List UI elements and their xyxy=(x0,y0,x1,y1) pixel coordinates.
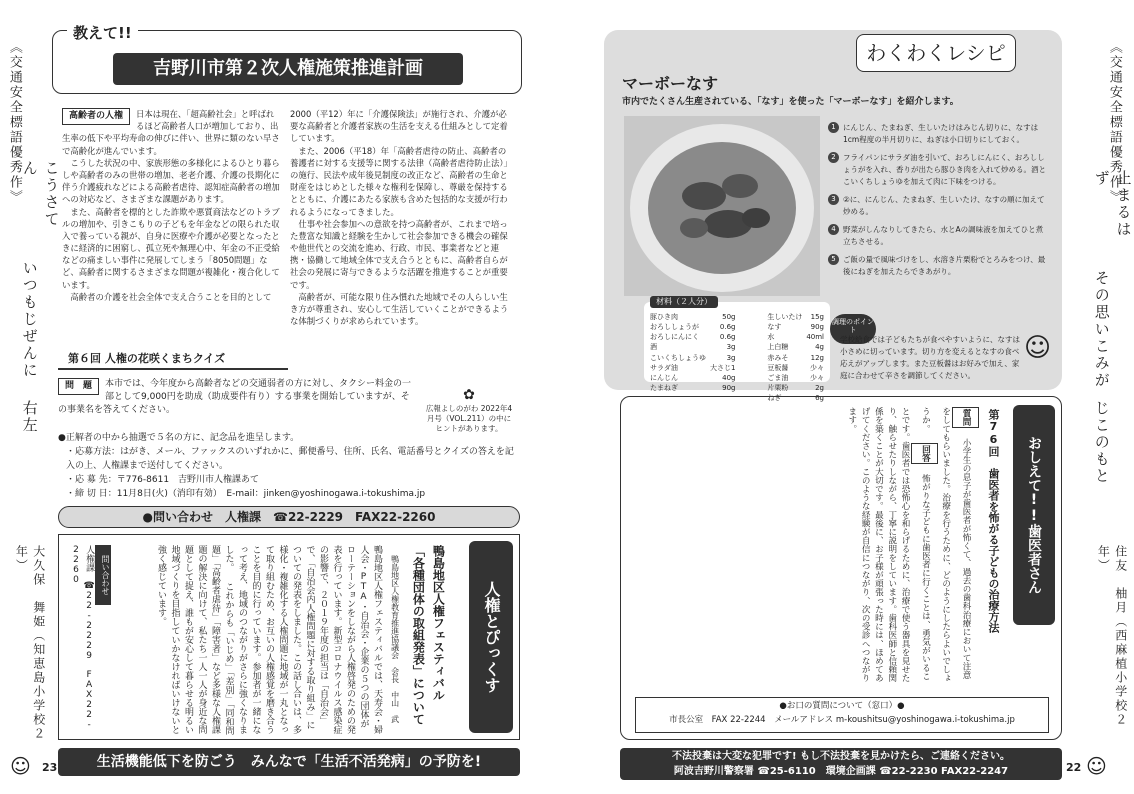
festival-body xyxy=(119,545,383,735)
mascot-icon-right: ☺ xyxy=(1086,754,1107,778)
ingredient-row xyxy=(765,363,826,373)
ingredient-name: 豚ひき肉 xyxy=(650,313,678,321)
ingredient-name: なす xyxy=(767,323,782,332)
plan-p4: 高齢者の介護を社会全体で支え合うことを目的として xyxy=(70,291,272,302)
right-slogan-line3: じこのもと xyxy=(1092,400,1111,485)
ingredient-amount: 0.6g xyxy=(719,323,736,332)
point-label: 調理のポイント xyxy=(830,314,876,344)
ingredient-amount: 50g xyxy=(722,313,736,321)
recipe-step xyxy=(828,224,1048,248)
step-text: 野菜がしんなりしてきたら、水とAの調味液を加えてひと煮立ちさせる。 xyxy=(843,225,1044,246)
plan-col1 xyxy=(62,108,282,348)
footer-right-banner xyxy=(620,748,1062,780)
ingredient-amount: 3g xyxy=(726,343,736,352)
dental-body xyxy=(631,407,979,685)
ingredient-amount: 大さじ1 xyxy=(710,363,736,372)
ingredients-box xyxy=(644,297,830,403)
ingredient-row xyxy=(765,373,826,383)
dental-question: 小学生の息子が歯医者が怖くて、過去の歯科治療において注意をしてもらいました。治療を行うために、どのようにしたらよいでしょうか。 xyxy=(920,407,971,683)
right-author: 住友 柚月（西麻植小学校２年） xyxy=(1096,545,1128,727)
ingredient-amount: 少々 xyxy=(810,363,824,372)
step-text: フライパンにサラダ油を引いて、おろしにんにく、おろししょうがを入れ、香りが出たら豚ひき肉を入れて炒める。酒とこいくちしょうゆを加えて肉に下味をつける。 xyxy=(843,153,1046,186)
recipe-badge: わくわくレシピ xyxy=(856,34,1016,72)
ingredient-name: おろししょうが xyxy=(650,323,699,332)
ingredient-name: こいくちしょうゆ xyxy=(650,353,706,362)
ingredient-amount: 12g xyxy=(810,353,824,362)
ingredients-right-table xyxy=(765,312,826,403)
ingredient-amount: 4g xyxy=(815,343,824,352)
recipe-step xyxy=(828,122,1048,146)
festival-body-p1: 鴨島地区人権フェスティバルでは、天寿会・婦人会・PTA・自治会・企業の５つの団体がローテーションをしながら人権啓発のための発表を行っています。新型コロナウイルス感染症の影響で、２０１９年度の担当は「自治会」で、「自治会内人権問題に対する取り組み」についての発表をしました。この話し合いは、多様化・複雑化する人権問題に地域が一丸となって取り組むため、お互いの人権感覚を磨き合うことを目的に行っています。参加者が一緒になって考え、地域のつながりがさらに強くなりました。 xyxy=(223,545,382,734)
ingredient-amount: 40g xyxy=(722,373,736,382)
quiz-hint xyxy=(424,386,514,433)
step-text: ご飯の量で風味づけをし、水溶き片栗粉でとろみをつけ、最後にねぎを加えたらできあがり。 xyxy=(843,255,1046,276)
recipe-photo xyxy=(624,116,820,296)
ingredient-amount: 0.6g xyxy=(719,333,736,342)
recipe-steps xyxy=(828,122,1048,284)
ingredient-amount: 6g xyxy=(815,394,824,403)
quiz-question-label: 問 題 xyxy=(58,378,99,395)
left-slogan-line2: いつもじぜんに xyxy=(20,260,39,379)
ingredient-row xyxy=(765,342,826,352)
ingredient-row xyxy=(648,322,737,332)
ingredient-name: 赤みそ xyxy=(767,353,789,362)
plan-p6: また、2006（平18）年「高齢者虐待の防止、高齢者の養護者に対する支援等に関する法律（高齢者虐待防止法）」の施行、民法や成年後見制度の改正など、高齢者の生命と財産をはじめとした様々な権利を保障し、尊厳を保持するとともに、介護にあたる家族も含めた包括的な支援が行われるようになってきました。 xyxy=(290,145,512,217)
ingredient-row xyxy=(765,322,826,332)
ingredients-title: 材料（２人分） xyxy=(650,296,718,308)
ingredient-name: にんじん xyxy=(650,373,678,382)
section-label-elderly: 高齢者の人権 xyxy=(62,108,130,125)
recipe-step xyxy=(828,254,1048,278)
ingredient-row xyxy=(648,373,737,383)
right-page-number: 22 xyxy=(1066,761,1082,774)
left-author: 大久保 舞姫（知恵島小学校２年） xyxy=(14,545,46,741)
ingredient-amount: 2g xyxy=(815,383,824,392)
dental-contact-l1: ●お口の質問について（窓口）● xyxy=(779,701,905,711)
plan-col2 xyxy=(290,108,512,348)
plan-p5: 2000（平12）年に「介護保険法」が施行され、介護が必要な高齢者と介護者家族の生活を支える仕組みとして定着しています。 xyxy=(290,109,508,144)
dental-title: 第76回 歯医者を怖がる子どもの治療方法 xyxy=(986,409,1000,633)
footer-right-l1: 不法投棄は大変な犯罪です! もし不法投棄を見かけたら、ご連絡ください。 xyxy=(671,751,1011,762)
quiz-line-2: ・応募方法：はがき、メール、ファックスのいずれかに、郵便番号、住所、氏名、電話番号とクイズの答えを記入の上、人権課まで送付してください。 xyxy=(66,446,514,471)
ingredient-row xyxy=(765,312,826,322)
ingredient-name: サラダ油 xyxy=(650,363,678,372)
ingredient-name: たまねぎ xyxy=(650,383,678,392)
step-number: 1 xyxy=(828,122,839,133)
footer-left-banner: 生活機能低下を防ごう みんなで「生活不活発病」の予防を! xyxy=(58,748,520,776)
quiz-contact: ●問い合わせ 人権課 ☎22-2229 FAX22-2260 xyxy=(58,506,520,528)
mapo-eggplant-photo xyxy=(624,116,820,296)
quiz-question-block xyxy=(58,378,416,426)
ingredient-amount: 40ml xyxy=(806,333,824,342)
left-slogan-header: 《交通安全標語優秀作》 xyxy=(6,40,22,205)
plan-p2: こうした状況の中、家族形態の多様化によるひとり暮らしや高齢者のみの世帯の増加、老老介護、介護の長期化に伴う介護疲れなどによる高齢者虐待、認知症高齢者の増加への対応など、さまざまな課題があります。 xyxy=(62,157,280,205)
right-slogan-line1: 止まるはず xyxy=(1092,170,1133,238)
festival-body-p2: これからも「いじめ」「差別」「同和問題」「高齢者虐待」「障害者」など多様な人権課題の解決に向けて、私たち一人一人が身近な問題として捉え、誰もが安心して暮らせる明るい地域づくりを目指していかなければいけないと強く感じています。 xyxy=(156,545,234,735)
festival-contact: 人権課 ☎22-2229 FAX22-2260 xyxy=(71,545,95,730)
ingredient-name: おろしにんにく xyxy=(650,333,699,342)
ingredient-row xyxy=(648,332,737,342)
plan-title-box xyxy=(52,24,522,94)
plan-kicker: 教えて!! xyxy=(67,23,138,45)
recipe-title: マーボーなす xyxy=(622,74,719,93)
ingredient-name: ごま油 xyxy=(767,373,789,382)
dental-banner: おしえて!!歯医者さん xyxy=(1013,405,1055,625)
ingredient-row xyxy=(648,312,737,322)
dental-box xyxy=(620,396,1062,740)
left-slogan-line1: こうさてん xyxy=(20,160,61,228)
quiz-line-3: ・応 募 先：〒776-8611 吉野川市人権課あて xyxy=(66,474,260,485)
plan-title: 吉野川市第２次人権施策推進計画 xyxy=(113,53,463,85)
step-text: にんじん、たまねぎ、生しいたけはみじん切りに、なすは1cm程度の半月切りに、ねぎは小口切りにしておく。 xyxy=(843,123,1039,144)
plan-p7: 仕事や社会参加への意欲を持つ高齢者が、これまで培った豊富な知識と経験を生かして社会参加できる機会の確保や他世代との交流を進め、行政、市民、事業者などと連携・協働して地域全体で支え合うとともに、高齢者自らが社会の発展に寄与できるような活躍を推進することが重要です。 xyxy=(290,218,508,290)
recipe-panel xyxy=(604,30,1062,403)
cook-character-icon: ☺ xyxy=(1024,333,1052,363)
ingredients-left-table xyxy=(648,312,737,393)
plan-p1: 日本は現在、「超高齢社会」と呼ばれるほど高齢者人口が増加しており、出生率の低下や平均寿命の伸びに伴い、世界に類のない早さで高齢化が進んでいます。 xyxy=(62,109,280,156)
plan-p3: また、高齢者を標的とした詐欺や悪質商法などのトラブルの増加や、引きこもりの子どもを年金などの限られた収入で養っている親が、自身に医療や介護が必要となったときに経済的に困窮し、孤立死や無理心中、年金の不正受給などの痛ましい事件に発展してしまう「8050問題」など、高齢者に関するさまざまな問題が複雑化・複合化しています。 xyxy=(62,206,280,290)
mascot-icon: ☺ xyxy=(10,754,31,778)
ingredient-name: 生しいたけ xyxy=(767,313,803,321)
quiz-info xyxy=(58,432,518,502)
festival-org: 鴨島地区人権教育推進協議会 会長 中山 武 xyxy=(390,555,400,723)
dental-answer: 怖がりな子どもに歯医者に行くことは、勇気がいることです。歯医者では恐怖心を和らげるために、治療で使う器具を見せたり、触らせたりしながら、丁寧に説明をしています。歯科医師と信頼関係を築くことが大切です。最後に、お子様が頑張った時には、ほめてあげてください。このような経験が自信につながり、次の受診へつながります。 xyxy=(846,407,931,683)
quiz-hint-text: 広報よしのがわ 2022年4月号（VOL.211）の中にヒントがあります。 xyxy=(425,404,513,433)
ingredient-amount: 少々 xyxy=(810,373,824,382)
footer-right-l2: 阿波吉野川警察署 ☎25-6110 環境企画課 ☎22-2230 FAX22-2247 xyxy=(673,766,1009,777)
ingredient-row xyxy=(648,342,737,352)
right-slogan-line2: その思いこみが xyxy=(1092,270,1111,389)
point-text: 学校給食では子どもたちが食べやすいように、なすは小さめに切っています。切り方を変えるとなすの食べ応えがアップします。また豆板醤はお好みで加え、家庭に合わせて辛さを調節してください。 xyxy=(840,335,1020,380)
dental-question-label: 質問 xyxy=(952,407,979,428)
quiz-line-4: ・締 切 日：11月8日(火)（消印有効） E-mail：jinken@yoshinogawa.i-tokushima.jp xyxy=(66,488,426,499)
ingredient-row xyxy=(765,383,826,393)
festival-title-l2: 「各種団体の取組発表」について xyxy=(411,545,426,725)
recipe-intro: 市内でたくさん生産されている、「なす」を使った「マーボーなす」を紹介します。 xyxy=(622,97,959,107)
ingredient-amount: 90g xyxy=(810,323,824,332)
step-text: ②に、にんじん、たまねぎ、生しいたけ、なすの順に加えて炒める。 xyxy=(843,195,1045,216)
ingredient-amount: 3g xyxy=(726,353,736,362)
ingredient-row xyxy=(765,353,826,363)
dental-contact xyxy=(635,697,1049,733)
ingredient-amount: 15g xyxy=(810,313,824,321)
festival-box xyxy=(58,534,520,740)
festival-title-l1: 鴨島地区人権フェスティバル xyxy=(431,545,446,701)
quiz-question: 本市では、今年度から高齢者などの交通弱者の方に対し、タクシー料金の一部として9,000円を助成（助成要件有り）する事業を開始していますが、その事業名を答えてください。 xyxy=(58,379,412,416)
step-number: 3 xyxy=(828,194,839,205)
ingredient-amount: 90g xyxy=(722,383,736,392)
step-number: 4 xyxy=(828,224,839,235)
festival-contact-label: 問い合わせ xyxy=(95,545,111,605)
right-slogan-header: 《交通安全標語優秀作》 xyxy=(1106,40,1122,205)
quiz-line-1: ●正解者の中から抽選で５名の方に、記念品を進呈します。 xyxy=(58,433,300,443)
ingredient-row xyxy=(648,353,737,363)
ingredient-row xyxy=(648,383,737,393)
recipe-step xyxy=(828,152,1048,188)
ingredient-name: 酒 xyxy=(650,343,657,352)
ingredient-name: 上白糖 xyxy=(767,343,789,352)
dental-answer-label: 回答 xyxy=(911,443,938,464)
ingredient-name: 片栗粉 xyxy=(767,383,789,392)
step-number: 2 xyxy=(828,152,839,163)
flower-icon: ✿ xyxy=(463,387,475,403)
quiz-title: 第６回 人権の花咲くまちクイズ xyxy=(58,348,288,370)
recipe-step xyxy=(828,194,1048,218)
ingredient-row xyxy=(765,332,826,342)
ingredient-name: 豆板醤 xyxy=(767,363,789,372)
step-number: 5 xyxy=(828,254,839,265)
ingredient-row xyxy=(648,363,737,373)
left-page-number: 23 xyxy=(42,761,58,774)
left-slogan-line3: 右左 xyxy=(20,400,39,434)
ingredient-name: 水 xyxy=(767,333,775,342)
dental-contact-l2: 市長公室 FAX 22-2244 メールアドレス m-koushitsu@yoshinogawa.i-tokushima.jp xyxy=(669,714,1015,725)
festival-banner: 人権とぴっくす xyxy=(469,541,513,733)
ingredient-name: ねぎ xyxy=(767,394,782,403)
plan-p8: 高齢者が、可能な限り住み慣れた地域でその人らしい生き方が尊重され、安心して生活していくことができるような体制づくりが求められています。 xyxy=(290,291,509,327)
